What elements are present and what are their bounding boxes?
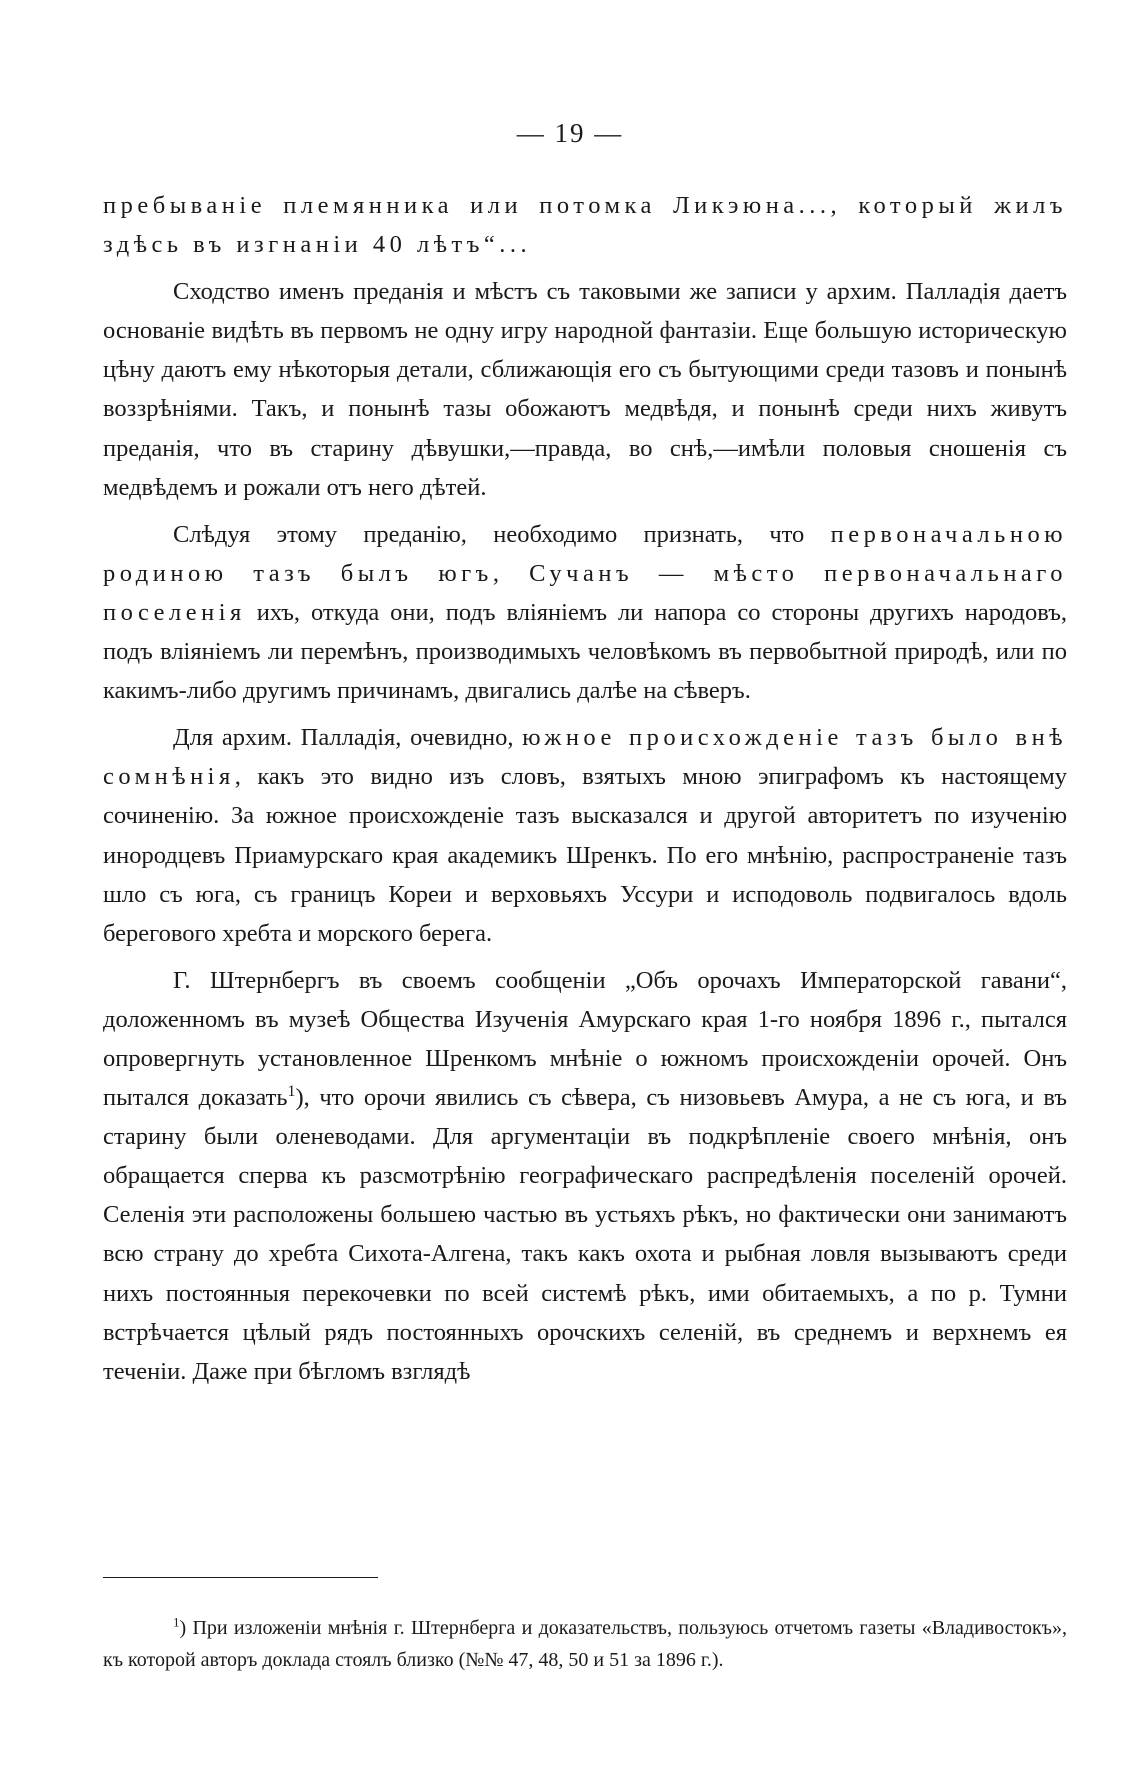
footnote-text: ) При изложеніи мнѣнія г. Штернберга и доказательствъ, пользуюсь отчетомъ газеты «Владивостокъ», къ которой авторъ доклада стоялъ близко (№№ 47, 48, 50 и 51 за 1896 г.). bbox=[103, 1617, 1067, 1671]
paragraph-3 bbox=[103, 515, 1067, 710]
paragraph-text: Г. Штернбергъ въ своемъ сообщеніи „Объ орочахъ Императорской гавани“, доложенномъ въ музеѣ Общества Изученія Амурскаго края 1-го ноября 1896 г., пытался опровергнуть установленное Шренкомъ мнѣніе о южномъ происхожденіи орочей. Онъ пытался доказать bbox=[103, 966, 1067, 1112]
paragraph-text: Слѣдуя этому преданію, необходимо признать, что bbox=[173, 520, 831, 548]
paragraph-text: , какъ это видно изъ словъ, взятыхъ мною эпиграфомъ къ настоящему сочиненію. За южное происхожденіе тазъ высказался и другой авторитетъ по изученію инородцевъ Приамурскаго края академикъ Шренкъ. По его мнѣнію, распространеніе тазъ шло съ юга, съ границъ Кореи и верховьяхъ Уссури и исподоволь подвигалось вдоль берегового хребта и морского берега. bbox=[103, 763, 1067, 947]
paragraph-1 bbox=[103, 186, 1067, 264]
footnote-divider bbox=[103, 1577, 378, 1578]
spaced-text: южное происхожденіе тазъ было внѣ сомнѣнія bbox=[103, 724, 1067, 791]
paragraph-text: Для архим. Палладія, очевидно, bbox=[173, 724, 523, 752]
body-text bbox=[103, 186, 1067, 1399]
footnote-reference[interactable]: 1 bbox=[287, 1082, 296, 1100]
paragraph-text: ), что орочи явились съ сѣвера, съ низовьевъ Амура, а не съ юга, и въ старину были оленеводами. Для аргументаціи въ подкрѣпленіе своего мнѣнія, онъ обращается сперва къ разсмотрѣнію географическаго распредѣленія поселеній орочей. Селенія эти расположены большею частью въ устьяхъ рѣкъ, но фактически они занимаютъ всю страну до хребта Сихота-Алгена, такъ какъ охота и рыбная ловля вызываютъ среди нихъ постоянныя перекочевки по всей системѣ рѣкъ, ими обитаемыхъ, а по р. Тумни встрѣчается цѣлый рядъ постоянныхъ орочскихъ селеній, въ среднемъ и верхнемъ ея теченіи. Даже при бѣгломъ взглядѣ bbox=[103, 1084, 1067, 1385]
paragraph-text: Сходство именъ преданія и мѣстъ съ таковыми же записи у архим. Палладія даетъ основаніе видѣть въ первомъ не одну игру народной фантазіи. Еще большую историческую цѣну даютъ ему нѣкоторыя детали, сближающія его съ бытующими среди тазовъ и понынѣ воззрѣніями. Такъ, и понынѣ тазы обожаютъ медвѣдя, и понынѣ среди нихъ живутъ преданія, что въ старину дѣвушки,—правда, во снѣ,—имѣли половыя сношенія съ медвѣдемъ и рожали отъ него дѣтей. bbox=[103, 278, 1067, 501]
footnote bbox=[103, 1612, 1067, 1676]
footnote-marker: 1 bbox=[173, 1614, 180, 1630]
spaced-text: пребываніе племянника или потомка Ликэюна..., который жилъ здѣсь въ изгнаніи 40 лѣтъ“... bbox=[103, 192, 1067, 259]
paragraph-5 bbox=[103, 961, 1067, 1391]
paragraph-text: ихъ, откуда они, подъ вліяніемъ ли напора со стороны другихъ народовъ, подъ вліяніемъ ли перемѣнъ, производимыхъ человѣкомъ въ первобытной природѣ, или по какимъ-либо другимъ причинамъ, двигались далѣе на сѣверъ. bbox=[103, 598, 1067, 705]
page-number: — 19 — bbox=[516, 118, 624, 148]
paragraph-2 bbox=[103, 272, 1067, 507]
spaced-text: первоначальною родиною тазъ былъ югъ, Сучанъ — мѣсто первоначальнаго поселенія bbox=[103, 520, 1067, 626]
paragraph-4 bbox=[103, 718, 1067, 953]
